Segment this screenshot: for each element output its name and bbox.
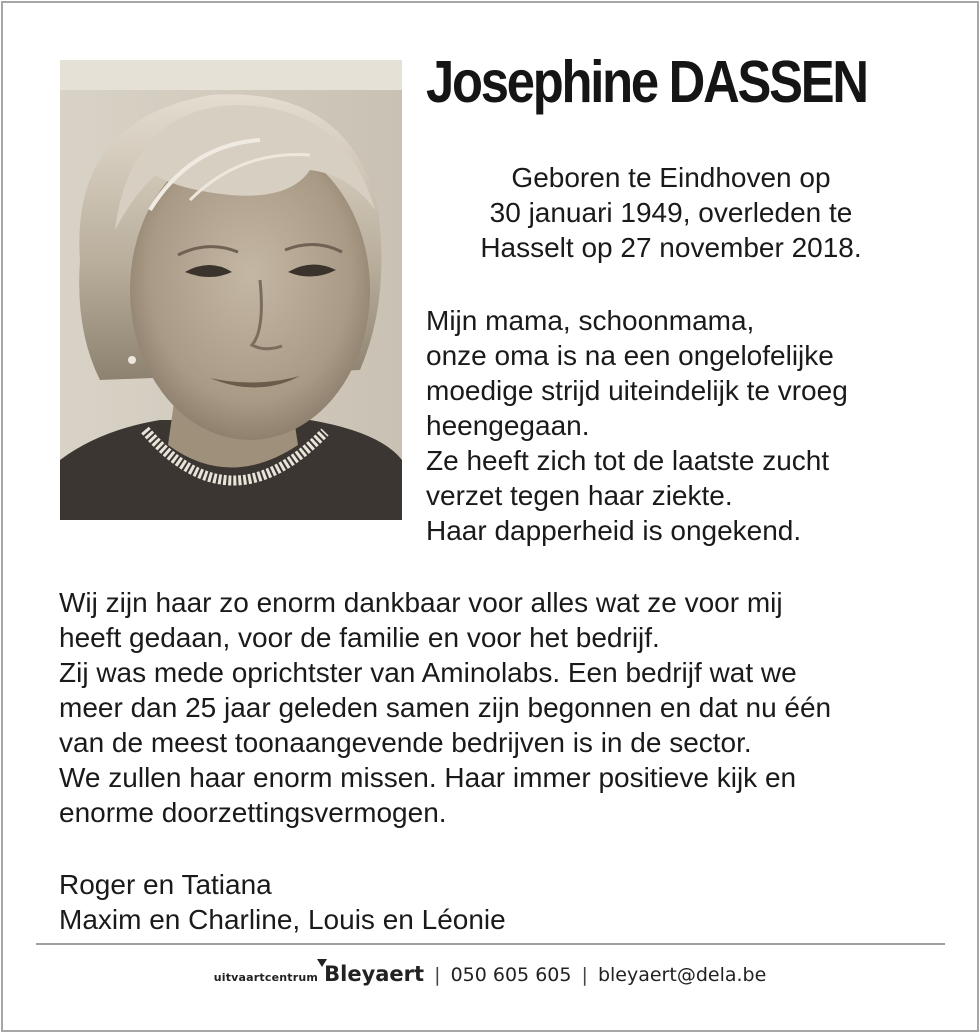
intro-line: Mijn mama, schoonmama, [426,305,755,336]
intro-line: onze oma is na een ongelofelijke [426,340,834,371]
footer-divider [36,943,945,945]
tribute-line: van de meest toonaangevende bedrijven is in de sector. [59,727,752,758]
tribute-line: Wij zijn haar zo enorm dankbaar voor alles wat ze voor mij [59,587,783,618]
deceased-name: Josephine DASSEN [426,49,867,115]
intro-line: verzet tegen haar ziekte. [426,480,733,511]
family-line: Maxim en Charline, Louis en Léonie [59,904,506,935]
birth-line: 30 januari 1949, overleden te [489,197,853,228]
funeral-home-footer [0,962,980,986]
intro-paragraph [426,303,848,548]
brand-name-wrap [324,962,424,986]
birth-line: Geboren te Eindhoven op [511,162,831,193]
family-line: Roger en Tatiana [59,869,272,900]
tribute-line: meer dan 25 jaar geleden samen zijn begonnen en dat nu één [59,692,832,723]
intro-line: heengegaan. [426,410,590,441]
birth-line: Hasselt op 27 november 2018. [480,232,862,263]
footer-separator: | [434,964,441,986]
intro-line: Ze heeft zich tot de laatste zucht [426,445,830,476]
tribute-line: Zij was mede oprichtster van Aminolabs. Een bedrijf wat we [59,657,797,688]
intro-line: Haar dapperheid is ongekend. [426,515,802,546]
footer-phone[interactable]: 050 605 605 [450,964,572,986]
intro-line: moedige strijd uiteindelijk te vroeg [426,375,848,406]
tribute-line: heeft gedaan, voor de familie en voor het bedrijf. [59,622,660,653]
footer-email[interactable]: bleyaert@dela.be [597,964,767,986]
birth-death-details [426,160,916,265]
footer-separator: | [581,964,588,986]
tribute-line: We zullen haar enorm missen. Haar immer positieve kijk en [59,762,797,793]
tribute-line: enorme doorzettingsvermogen. [59,797,447,828]
brand-name: Bleyaert [324,962,425,986]
brand-triangle-icon [317,959,327,967]
portrait-photo [60,60,402,520]
brand-prefix: uitvaartcentrum [213,971,319,984]
family-signature [59,867,506,937]
tribute-paragraph [59,585,831,830]
